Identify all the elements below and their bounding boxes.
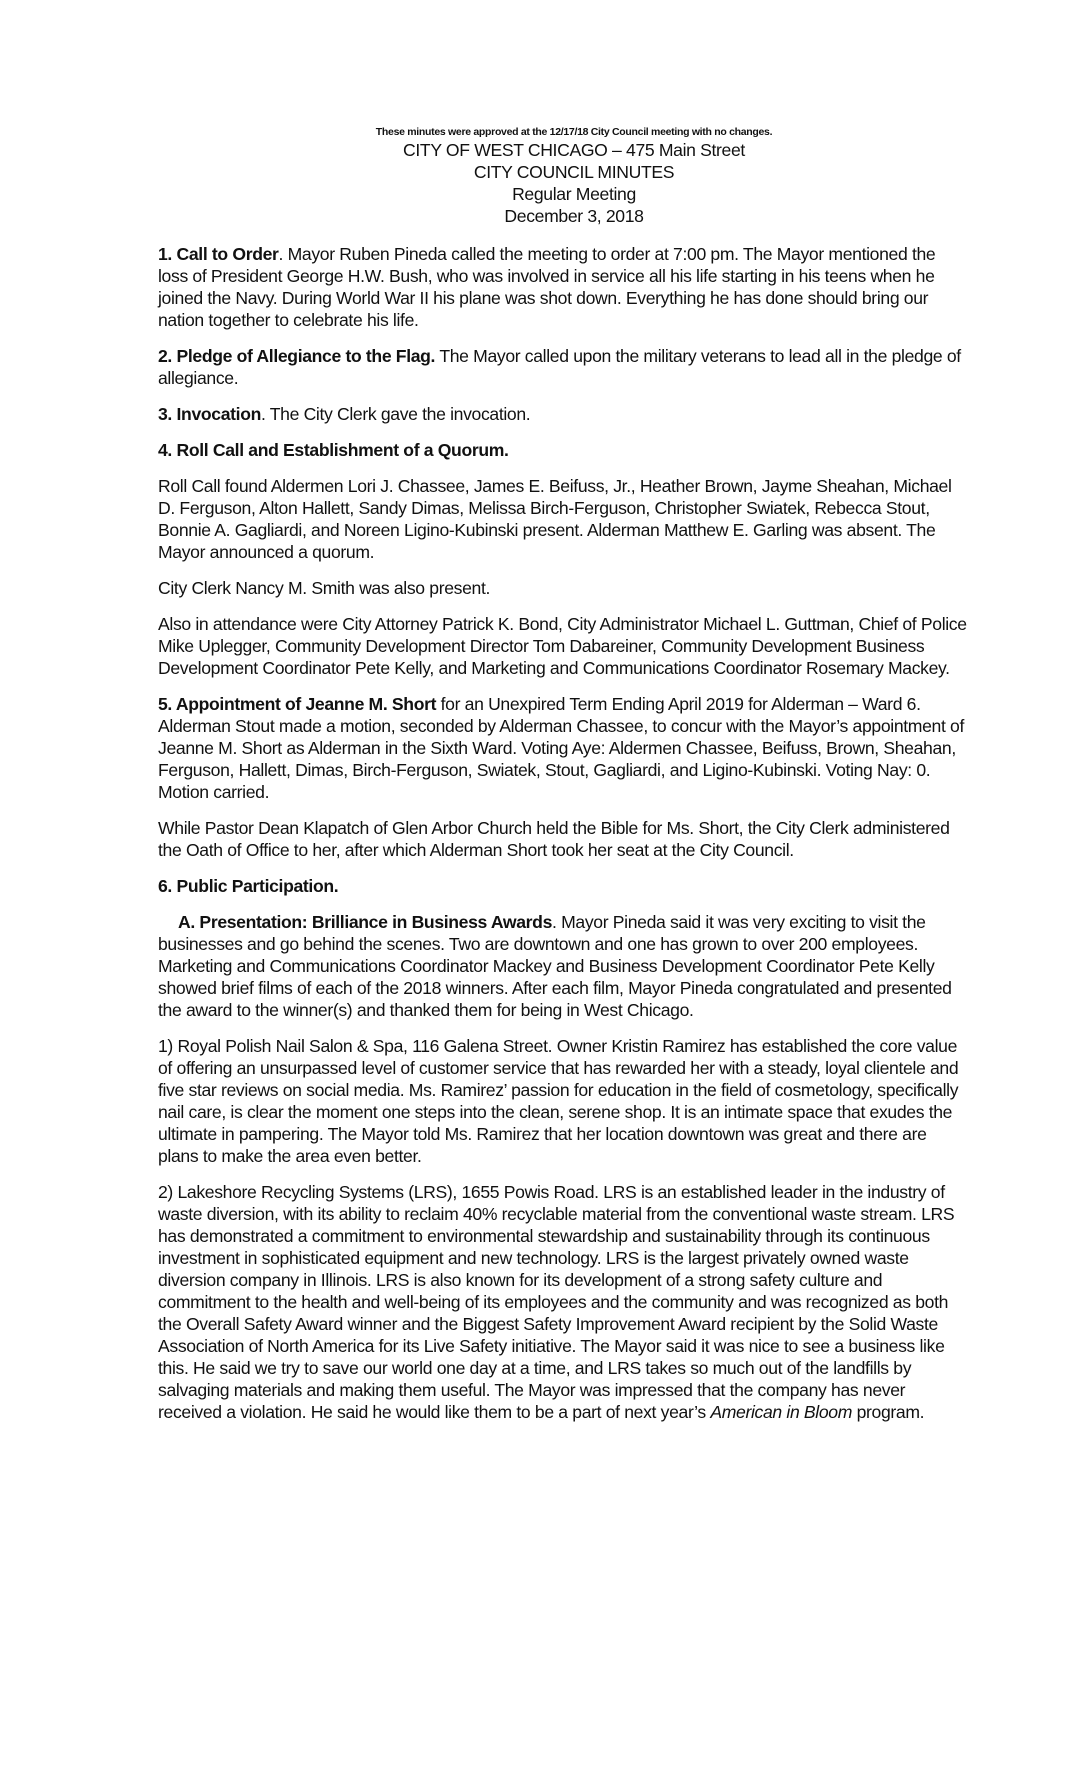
approval-note: These minutes were approved at the 12/17/18 City Council meeting with no changes. bbox=[375, 126, 773, 138]
award-item-2 bbox=[158, 1181, 968, 1423]
meeting-type: Regular Meeting bbox=[512, 184, 636, 204]
city-address-line: CITY OF WEST CHICAGO – 475 Main Street bbox=[403, 140, 745, 160]
section-heading: 1. Call to Order bbox=[158, 244, 279, 264]
meeting-date: December 3, 2018 bbox=[504, 206, 644, 226]
section-public-participation-heading bbox=[158, 875, 968, 897]
minutes-page bbox=[158, 126, 968, 1437]
subsection-heading: A. Presentation: Brilliance in Business Awards bbox=[178, 912, 553, 932]
award-item-2-end: program. bbox=[852, 1402, 925, 1422]
section-appointment bbox=[158, 693, 968, 803]
section-heading: 3. Invocation bbox=[158, 404, 261, 424]
subsection-text: . Mayor Pineda said it was very exciting to visit the businesses and go behind the scenes. Two are downtown and one has grown to over 200 employees. Marketing and Communications Coordinator Mackey and Business Development Coordinator Pete Kelly showed brief films of each of the 2018 winners. After each film, Mayor Pineda congratulated and presented the award to the winner(s) and thanked them for being in West Chicago. bbox=[158, 912, 952, 1020]
section-text: for an Unexpired Term Ending April 2019 for Alderman – Ward 6. Alderman Stout made a motion, seconded by Alderman Chassee, to concur with the Mayor’s appointment of Jeanne M. Short as Alderman in the Sixth Ward. Voting Aye: Aldermen Chassee, Beifuss, Brown, Sheahan, Ferguson, Hallett, Dimas, Birch-Ferguson, Swiatek, Stout, Gagliardi, and Ligino-Kubinski. Voting Nay: 0. Motion carried. bbox=[158, 694, 965, 802]
section-pledge bbox=[158, 345, 968, 389]
section-invocation bbox=[158, 403, 968, 425]
section-text: . Mayor Ruben Pineda called the meeting to order at 7:00 pm. The Mayor mentioned the loss of President George H.W. Bush, who was involved in service all his life starting in his teens when he joined the Navy. During World War II his plane was shot down. Everything he has done should bring our nation together to celebrate his life. bbox=[158, 244, 936, 330]
presentation-paragraph bbox=[158, 911, 968, 1021]
award-item-2-text: 2) Lakeshore Recycling Systems (LRS), 1655 Powis Road. LRS is an established leader in the industry of waste diversion, with its ability to reclaim 40% recyclable material from the conventional waste stream. LRS has demonstrated a commitment to environmental stewardship and sustainability through its continuous investment in sophisticated equipment and new technology. LRS is the largest privately owned waste diversion company in Illinois. LRS is also known for its development of a strong safety culture and commitment to the health and well-being of its employees and the community and was recognized as both the Overall Safety Award winner and the Biggest Safety Improvement Award recipient by the Solid Waste Association of North America for its Live Safety initiative. The Mayor said it was nice to see a business like this. He said we try to save our world one day at a time, and LRS takes so much out of the landfills by salvaging materials and making them useful. The Mayor was impressed that the company has never received a violation. He said he would like them to be a part of next year’s bbox=[158, 1182, 955, 1422]
section-text: . The City Clerk gave the invocation. bbox=[261, 404, 531, 424]
document-header bbox=[158, 126, 968, 227]
section-roll-call-heading bbox=[158, 439, 968, 461]
section-heading: 6. Public Participation. bbox=[158, 876, 339, 896]
oath-paragraph: While Pastor Dean Klapatch of Glen Arbor Church held the Bible for Ms. Short, the City Clerk administered the Oath of Office to her, after which Alderman Short took her seat at the City Council. bbox=[158, 818, 950, 860]
section-call-to-order bbox=[158, 243, 968, 331]
section-heading: 5. Appointment of Jeanne M. Short bbox=[158, 694, 437, 714]
award-item-1: 1) Royal Polish Nail Salon & Spa, 116 Galena Street. Owner Kristin Ramirez has established the core value of offering an unsurpassed level of customer service that has rewarded her with a steady, loyal clientele and five star reviews on social media. Ms. Ramirez’ passion for education in the field of cosmetology, specifically nail care, is clear the moment one steps into the clean, serene shop. It is an intimate space that exudes the ultimate in pampering. The Mayor told Ms. Ramirez that her location downtown was great and there are plans to make the area even better. bbox=[158, 1036, 959, 1166]
attendance-paragraph: Also in attendance were City Attorney Patrick K. Bond, City Administrator Michael L. Guttman, Chief of Police Mike Uplegger, Community Development Director Tom Dabareiner, Community Development Business Development Coordinator Pete Kelly, and Marketing and Communications Coordinator Rosemary Mackey. bbox=[158, 614, 967, 678]
section-heading: 4. Roll Call and Establishment of a Quorum. bbox=[158, 440, 509, 460]
document-title: CITY COUNCIL MINUTES bbox=[473, 162, 675, 182]
section-text: The Mayor called upon the military veterans to lead all in the pledge of allegiance. bbox=[158, 346, 961, 388]
section-heading: 2. Pledge of Allegiance to the Flag. bbox=[158, 346, 436, 366]
roll-call-paragraph: Roll Call found Aldermen Lori J. Chassee, James E. Beifuss, Jr., Heather Brown, Jayme Sheahan, Michael D. Ferguson, Alton Hallett, Sandy Dimas, Melissa Birch-Ferguson, Christopher Swiatek, Rebecca Stout, Bonnie A. Gagliardi, and Noreen Ligino-Kubinski present. Alderman Matthew E. Garling was absent. The Mayor announced a quorum. bbox=[158, 476, 952, 562]
program-name: American in Bloom bbox=[710, 1402, 853, 1422]
city-clerk-paragraph: City Clerk Nancy M. Smith was also present. bbox=[158, 578, 491, 598]
